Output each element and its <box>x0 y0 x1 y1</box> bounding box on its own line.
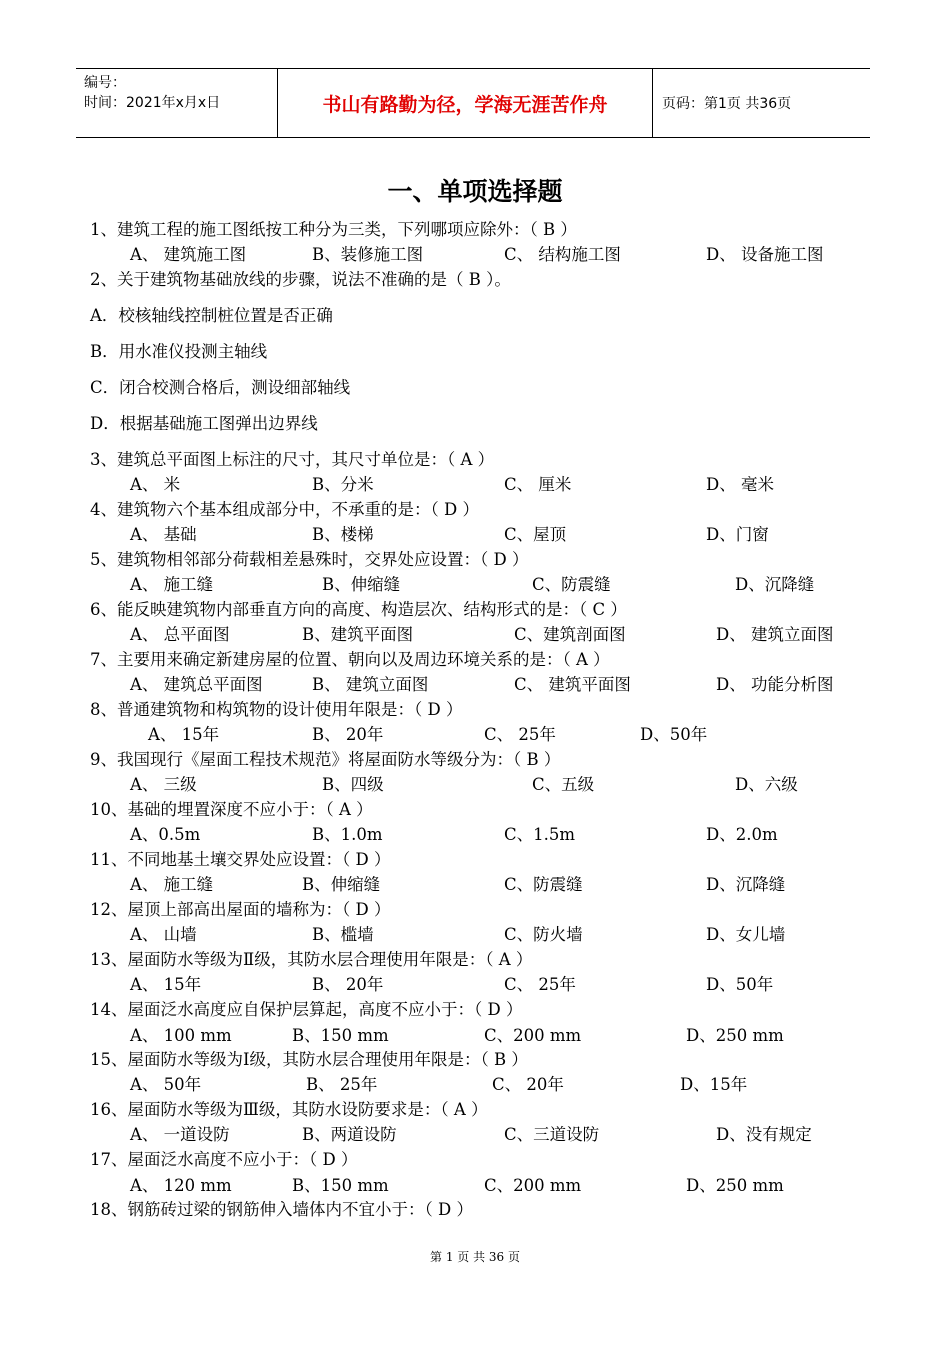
answer-option: C、防火墙 <box>504 925 583 944</box>
answer-option: C、建筑剖面图 <box>514 625 626 644</box>
section-title: 一、单项选择题 <box>387 177 563 206</box>
question-line: D．根据基础施工图弹出边界线 <box>90 414 318 433</box>
answer-option: A、 15年 <box>130 975 202 994</box>
answer-option: B、四级 <box>322 775 384 794</box>
question-line: 11、不同地基土壤交界处应设置：（ D ） <box>90 850 391 869</box>
answer-option: A、 建筑总平面图 <box>130 675 263 694</box>
question-line: 17、屋面泛水高度不应小于：（ D ） <box>90 1150 358 1169</box>
answer-option: B、两道设防 <box>302 1125 397 1144</box>
answer-option: A、 50年 <box>130 1075 202 1094</box>
question-line: 14、屋面泛水高度应自保护层算起，高度不应小于：（ D ） <box>90 1000 523 1019</box>
question-line: 13、屋面防水等级为Ⅱ级，其防水层合理使用年限是：（ A ） <box>90 950 533 969</box>
answer-option: D、 毫米 <box>706 475 774 494</box>
answer-option: D、250 mm <box>686 1176 784 1195</box>
answer-option: D、沉降缝 <box>735 575 815 594</box>
answer-option: C、防震缝 <box>504 875 583 894</box>
answer-option: B、 20年 <box>312 725 384 744</box>
answer-option: D、 设备施工图 <box>706 245 824 264</box>
answer-option: A、 三级 <box>130 775 197 794</box>
answer-option: C、200 mm <box>484 1176 582 1195</box>
question-line: 4、建筑物六个基本组成部分中，不承重的是：（ D ） <box>90 500 479 519</box>
answer-option: D、 建筑立面图 <box>716 625 834 644</box>
answer-option: C、 25年 <box>484 725 556 744</box>
answer-option: D、女儿墙 <box>706 925 786 944</box>
answer-option: C、五级 <box>532 775 595 794</box>
answer-option: D、250 mm <box>686 1026 784 1045</box>
answer-option: D、2.0m <box>706 825 778 844</box>
answer-option: C、200 mm <box>484 1026 582 1045</box>
question-line: 7、主要用来确定新建房屋的位置、朝向以及周边环境关系的是：（ A ） <box>90 650 610 669</box>
answer-option: A、 施工缝 <box>130 575 214 594</box>
answer-option: C、 厘米 <box>504 475 572 494</box>
header-motto: 书山有路勤为径，学海无涯苦作舟 <box>278 69 653 137</box>
document-header <box>76 68 870 138</box>
answer-option: D、没有规定 <box>716 1125 812 1144</box>
header-page-info: 页码：第1页 共36页 <box>662 96 792 112</box>
question-line: 6、能反映建筑物内部垂直方向的高度、构造层次、结构形式的是：（ C ） <box>90 600 627 619</box>
question-line: B．用水准仪投测主轴线 <box>90 342 268 361</box>
answer-option: A、 建筑施工图 <box>130 245 247 264</box>
question-line: 2、关于建筑物基础放线的步骤，说法不准确的是（ B ）。 <box>90 270 511 289</box>
answer-option: C、1.5m <box>504 825 576 844</box>
answer-option: A、 一道设防 <box>130 1125 230 1144</box>
answer-option: D、沉降缝 <box>706 875 786 894</box>
question-line: 12、屋顶上部高出屋面的墙称为：（ D ） <box>90 900 391 919</box>
answer-option: A、0.5m <box>130 825 201 844</box>
answer-option: B、 建筑立面图 <box>312 675 429 694</box>
answer-option: B、 20年 <box>312 975 384 994</box>
document-number-label: 编号： <box>84 75 126 91</box>
question-line: A．校核轴线控制桩位置是否正确 <box>90 306 333 325</box>
answer-option: A、 100 mm <box>130 1026 232 1045</box>
answer-option: B、楼梯 <box>312 525 374 544</box>
answer-option: B、分米 <box>312 475 374 494</box>
answer-option: D、门窗 <box>706 525 769 544</box>
answer-option: B、伸缩缝 <box>322 575 401 594</box>
answer-option: C、 建筑平面图 <box>514 675 631 694</box>
answer-option: D、六级 <box>735 775 798 794</box>
answer-option: A、 米 <box>130 475 181 494</box>
answer-option: B、槛墙 <box>312 925 374 944</box>
question-line: 9、我国现行《屋面工程技术规范》将屋面防水等级分为：（ B ） <box>90 750 561 769</box>
answer-option: C、三道设防 <box>504 1125 600 1144</box>
answer-option: A、 15年 <box>148 725 220 744</box>
question-line: 18、钢筋砖过梁的钢筋伸入墙体内不宜小于：（ D ） <box>90 1200 473 1219</box>
answer-option: C、防震缝 <box>532 575 611 594</box>
answer-option: A、 山墙 <box>130 925 197 944</box>
answer-option: D、50年 <box>640 725 708 744</box>
question-line: 3、建筑总平面图上标注的尺寸，其尺寸单位是：（ A ） <box>90 450 495 469</box>
answer-option: C、屋顶 <box>504 525 567 544</box>
answer-option: A、 120 mm <box>130 1176 232 1195</box>
answer-option: A、 总平面图 <box>130 625 230 644</box>
answer-option: C、 20年 <box>492 1075 564 1094</box>
answer-option: C、 结构施工图 <box>504 245 621 264</box>
question-line: 5、建筑物相邻部分荷载相差悬殊时，交界处应设置：（ D ） <box>90 550 529 569</box>
answer-option: A、 施工缝 <box>130 875 214 894</box>
answer-option: B、1.0m <box>312 825 383 844</box>
answer-option: D、 功能分析图 <box>716 675 834 694</box>
question-line: 16、屋面防水等级为Ⅲ级，其防水设防要求是：（ A ） <box>90 1100 488 1119</box>
answer-option: B、建筑平面图 <box>302 625 414 644</box>
document-time-label: 时间：2021年x月x日 <box>84 95 221 111</box>
answer-option: B、装修施工图 <box>312 245 424 264</box>
question-line: C．闭合校测合格后，测设细部轴线 <box>90 378 351 397</box>
answer-option: B、 25年 <box>306 1075 378 1094</box>
answer-option: D、15年 <box>680 1075 748 1094</box>
answer-option: B、150 mm <box>292 1176 389 1195</box>
question-line: 15、屋面防水等级为Ⅰ级，其防水层合理使用年限是：（ B ） <box>90 1050 528 1069</box>
answer-option: C、 25年 <box>504 975 576 994</box>
page-footer: 第 1 页 共 36 页 <box>430 1250 520 1264</box>
header-meta-cell <box>76 69 278 137</box>
question-line: 10、基础的埋置深度不应小于：（ A ） <box>90 800 373 819</box>
answer-option: B、伸缩缝 <box>302 875 381 894</box>
answer-option: D、50年 <box>706 975 774 994</box>
answer-option: B、150 mm <box>292 1026 389 1045</box>
question-line: 8、普通建筑物和构筑物的设计使用年限是：（ D ） <box>90 700 463 719</box>
answer-option: A、 基础 <box>130 525 197 544</box>
question-line: 1、建筑工程的施工图纸按工种分为三类，下列哪项应除外：（ B ） <box>90 220 577 239</box>
